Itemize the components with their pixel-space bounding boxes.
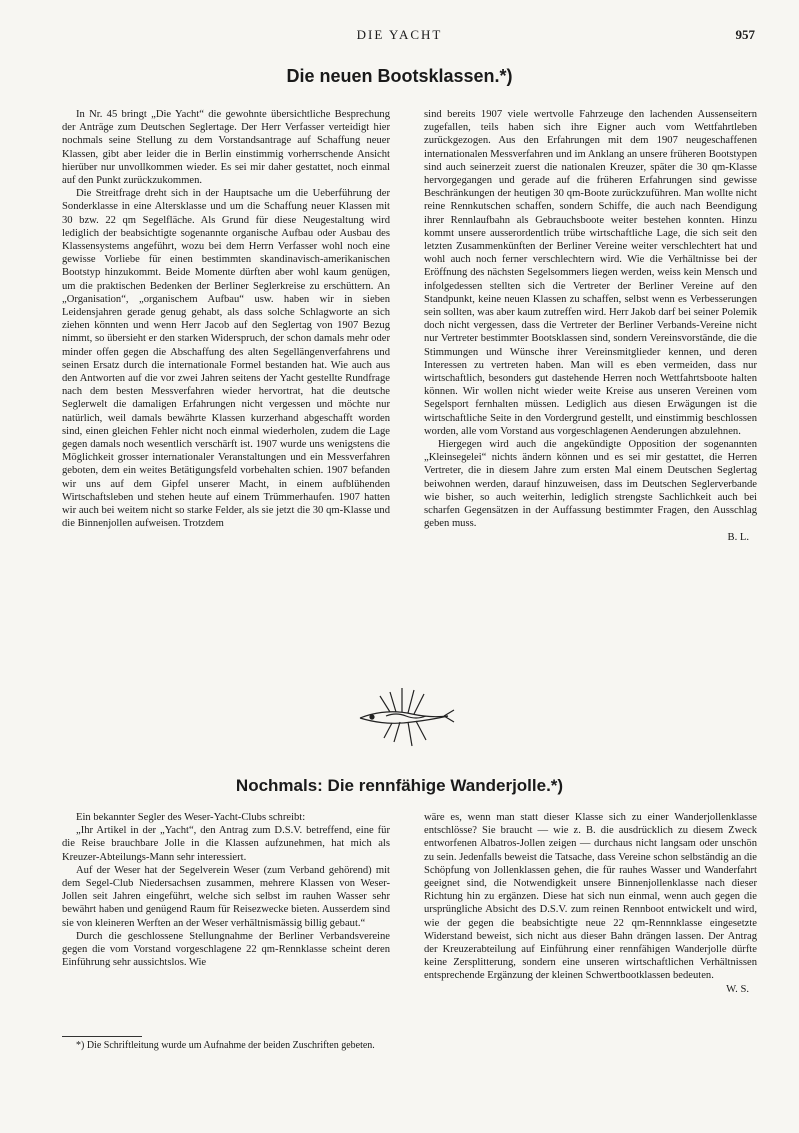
quote-paragraph: „Ihr Artikel in der „Yacht“, den Antrag zum D.S.V. betreffend, eine für die Reise brauchbare Jolle in die Klassen aufzunehmen, hat mich als Kreuzer-Abteilungs-Mann sehr interessiert. bbox=[62, 825, 390, 863]
article-1-column-2 bbox=[424, 108, 757, 544]
signature: W. S. bbox=[726, 983, 749, 995]
article-2-title: Nochmals: Die rennfähige Wanderjolle.*) bbox=[235, 776, 564, 795]
signature: B. L. bbox=[727, 531, 749, 543]
footnote bbox=[62, 1040, 390, 1053]
magazine-title: DIE YACHT bbox=[356, 27, 443, 42]
article-1-column-1 bbox=[62, 108, 390, 531]
paragraph: Ein bekannter Segler des Weser-Yacht-Clubs schreibt: bbox=[76, 812, 306, 823]
article-2-column-2 bbox=[424, 811, 757, 996]
running-head bbox=[0, 27, 799, 43]
paragraph: sind bereits 1907 viele wertvolle Fahrzeuge den lachenden Aussenseitern zugefallen, teils haben sich ihre Eigner auch vom Wettfahrtleben zurückgezogen. Aus den Erfahrungen mit dem 1907 neugeschaffenen internationalen Messverfahren und im Anklang an unsere früheren Bootstypen sind auch seinerzeit zuerst die nationalen Kreuzer, später die 30 qm-Klasse hervorgegangen und gerade auf die früheren Erfahrungen sind gewisse Beschränkungen der heutigen 30 qm-Boote zurückzuführen. Man wollte nicht reine Rennkutschen schaffen, sondern Schiffe, die auch nach Beendigung ihrer Rennlaufbahn als Gebrauchsboote weiter bestehen konnten. Hinzu kommt unsere ausserordentlich trübe wirtschaftliche Lage, die sich seit den letzten Zusammenkünften der Berliner Vereine weiter verschlechtert hat und wohl auch noch ferner verschlechtern wird. Wie die Verhältnisse bei der Eröffnung des nächsten Segelsommers liegen werden, weiss kein Mensch und infolgedessen stellten sich die Vertreter der Berliner Vereine auf den Standpunkt, keine neuen Klassen zu schaffen, selbst wenn es Verbesserungen sein sollten, was aber kaum zutreffen wird. Herr Jakob darf bei seiner Polemik doch nicht vergessen, dass die Vertreter der Berliner Verbands-Vereine nicht nur Vertreter bestimmter Bootsklassen sind, sondern Vereinsvorstände, die die Stimmungen und Wünsche ihrer Vereinsmitglieder kennen, und deren Interessen zu vertreten haben. Man will es eben vermeiden, dass nur wirtschaftlich, besonders gut dastehende Herren noch Wettfahrtsboote halten können. Wir wollen nicht wieder weite Kreise aus unseren Vereinen vom Segelsport fernhalten müssen. Lediglich aus diesen Erwägungen ist die wirtschaftliche Seite in den Vordergrund gestellt, und einstimmig beschlossen worden, alle vom Vorstand aus vorgeschlagenen Aenderungen abzulehnen. bbox=[424, 109, 757, 437]
paragraph: In Nr. 45 bringt „Die Yacht“ die gewohnte übersichtliche Besprechung der Anträge zum Deutschen Seglertage. Der Herr Verfasser verteidigt hier nochmals seine Stellung zu dem Vorstandsantrage auf Schaffung neuer Klassen, gibt aber leider die in Berlin einstimmig vorherrschende Ansicht hierüber nur unvollkommen wieder. Es sei mir daher gestattet, noch einmal auf den Punkt zurückzukommen. bbox=[62, 109, 390, 187]
paragraph: Die Streitfrage dreht sich in der Hauptsache um die Ueberführung der Sonderklasse in eine Altersklasse und um die Schaffung neuer Klassen mit 30 bzw. 22 qm Segelfläche. Als Grund für diese Neugestaltung wird lediglich der beabsichtigte sogenannte organische Aufbau oder Ausbau des Klassensystems angeführt, wozu bei dem Herrn Verfasser wohl noch eine gewisse Vorliebe für einen bestimmten skandinavisch-amerikanischen Bootstyp hinzukommt. Beide Momente dürften aber wohl kaum genügen, um die praktischen Bedenken der Berliner Seglerkreise zu erschüttern. An „Organisation“, „organischem Aufbau“ usw. haben wir in sieben Leidensjahren gerade genug gehabt, als dass solche Schlagworte an sich ziehen könnten und wenn Herr Jacob auf den Seglertag von 1907 Bezug nimmt, so übersieht er den starken Widerspruch, der schon damals mehr oder minder offen gegen die Abschaffung des alten Segellängenverfahrens und seinen Ersatz durch die internationale Formel bestanden hat. Wie auch aus den Antworten auf die vor zwei Jahren seitens der Yacht gestellte Rundfrage nach dem besten Messverfahren wieder hervortrat, hat die deutsche Seglerwelt die damaligen Erfahrungen nicht vergessen und möchte nur natürlich, weil damals bewährte Klassen kurzerhand abgeschafft worden sind, einen gleichen Fehler nicht noch einmal wiederholen, zudem die Lage gegen damals noch wesentlich verschärft ist. 1907 wurde uns wenigstens die Möglichkeit grosser internationaler Veranstaltungen und ein Messverfahren geboten, dem ein weites Betätigungsfeld vorbehalten schien. 1907 befanden wir uns auf dem Gipfel unserer Macht, in einem aufblühenden Wirtschaftsleben und stehen heute auf einem Trümmerhaufen. 1907 hatten wir auch bei weitem nicht so starke Felder, als sie jetzt die 30 qm-Klasse und die Binnenjollen aufweisen. Trotzdem bbox=[62, 188, 390, 530]
quote-paragraph: Auf der Weser hat der Segelverein Weser (zum Verband gehörend) mit dem Segel-Club Niedersachsen zusammen, mehrere Klassen von Weser-Jollen seit Jahren eingeführt, welche sich selbst im rauhen Wasser sehr bewährt haben und genügend Raum für Reisezwecke bieten. Ausserdem sind sie von kleineren Werften an der Weser verhältnismässig billig gebaut.“ bbox=[62, 864, 390, 929]
footnote-text: *) Die Schriftleitung wurde um Aufnahme der beiden Zuschriften gebeten. bbox=[76, 1040, 375, 1051]
paragraph: Hiergegen wird auch die angekündigte Opposition der sogenannten „Kleinsegelei“ nichts ändern können und es sei mir gestattet, die Herren Vertreter, die in diesem Jahre zum ersten Mal einem Deutschen Seglertag beiwohnen werden, darauf hinzuweisen, dass im Deutschen Seglerverbande wie bisher, so auch weiterhin, lediglich strengste Sachlichkeit auch bei scharfen Gegensätzen in der Auffassung bestimmter Fragen, den Ausschlag geben muss. bbox=[424, 439, 757, 530]
page-number: 957 bbox=[735, 27, 755, 42]
article-2-column-1 bbox=[62, 811, 390, 969]
paragraph: Durch die geschlossene Stellungnahme der Berliner Verbandsvereine gegen die vom Vorstand vorgeschlagene 22 qm-Rennklasse scheint deren Einführung sehr aussichtslos. Wie bbox=[62, 930, 390, 969]
article-1-title: Die neuen Bootsklassen.*) bbox=[286, 66, 513, 86]
footnote-rule bbox=[62, 1036, 142, 1037]
fish-ornament-icon bbox=[356, 682, 456, 752]
paragraph: wäre es, wenn man statt dieser Klasse sich zu einer Wanderjollenklasse entschlösse? Sie braucht — wie z. B. die ausdrücklich zu diesem Zweck entworfenen Albatros-Jollen zeigen — durchaus nicht langsam oder unschön zu sein. Jedenfalls beweist die Tatsache, dass Vereine schon selbständig an die Schöpfung von Jollenklassen gehen, die für rauhes Wasser und Wanderfahrt geeignet sind, die Notwendigkeit unsere Binnenjollenklasse nach dieser Richtung hin zu ergänzen. Diese hat sich nun einmal, wenn auch gegen die ursprüngliche Absicht des D.S.V. zum reinen Rennboot entwickelt und wird, wie der gegen die beabsichtigte neue 22 qm-Rennnklasse eingesetzte Widerstand beweist, sich nicht aus dieser Bahn drängen lassen. Der Antrag der Kreuzerabteilung auf Einführung einer rennfähigen Wanderjolle dürfte keine Zersplitterung, sondern eine unseren wirtschaftlichen Verhältnissen entsprechende Ergänzung der kleinen Schwertbootklassen bedeuten. bbox=[424, 812, 757, 982]
